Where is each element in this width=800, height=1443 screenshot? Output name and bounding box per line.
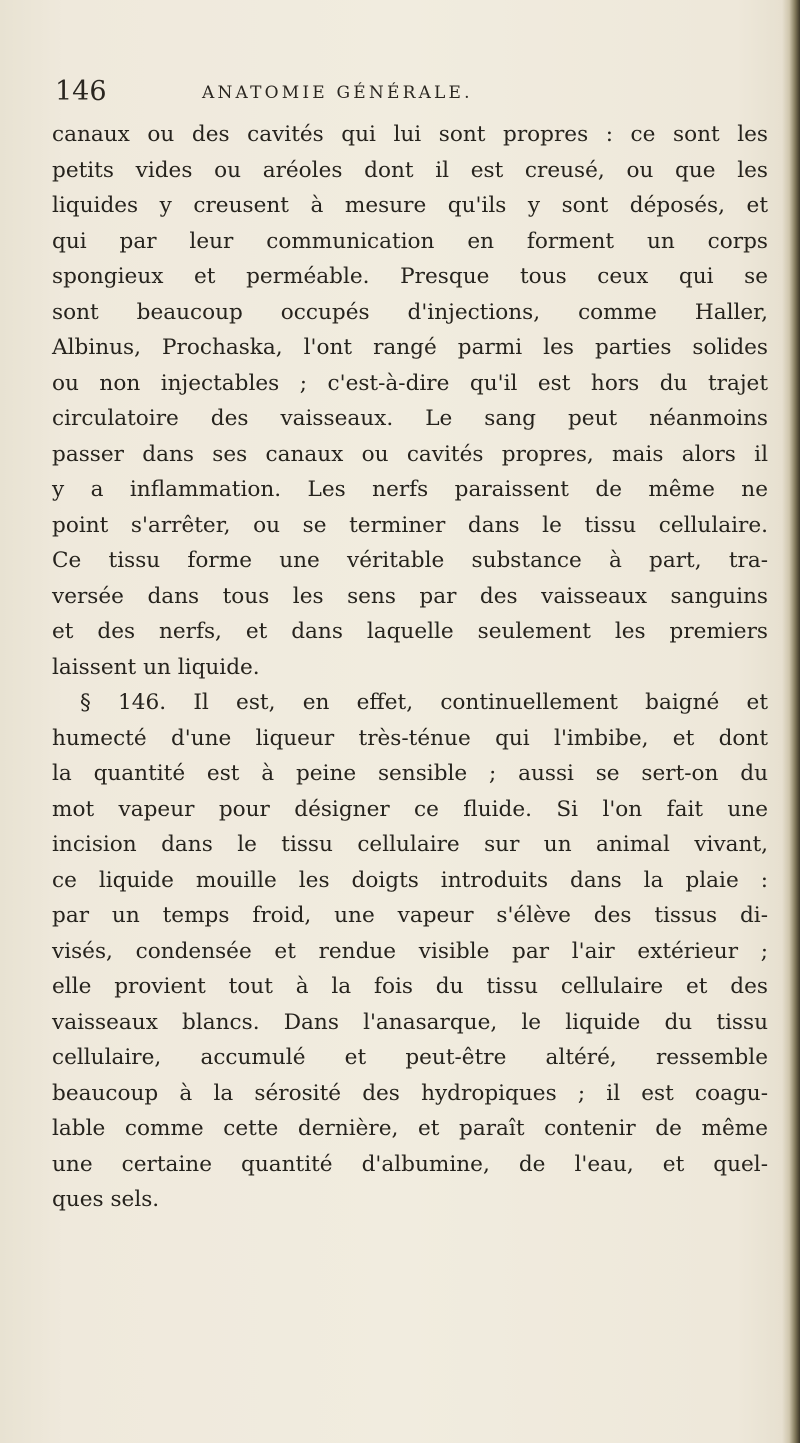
text-line: point s'arrêter, ou se terminer dans le tissu cellulaire.: [52, 512, 768, 538]
text-line: versée dans tous les sens par des vaisseaux sanguins: [52, 583, 768, 609]
text-line: et des nerfs, et dans laquelle seulement les premiers: [52, 619, 768, 644]
body-text: [52, 117, 768, 1218]
text-line: circulatoire des vaisseaux. Le sang peut néanmoins: [52, 406, 768, 431]
text-line: canaux ou des cavités qui lui sont propres : ce sont les: [52, 122, 768, 147]
text-line: par un temps froid, une vapeur s'élève des tissus di-: [52, 903, 768, 928]
text-line: cellulaire, accumulé et peut-être altéré, ressemble: [52, 1045, 768, 1070]
text-line: ce liquide mouille les doigts introduits dans la plaie :: [52, 867, 768, 893]
page-edge-shadow: [782, 0, 800, 1443]
text-line: Albinus, Prochaska, l'ont rangé parmi les parties solides: [52, 335, 768, 360]
text-line: visés, condensée et rendue visible par l'air extérieur ;: [52, 938, 768, 964]
text-line: vaisseaux blancs. Dans l'anasarque, le liquide du tissu: [52, 1009, 768, 1035]
text-line: ou non injectables ; c'est-à-dire qu'il est hors du trajet: [52, 370, 768, 396]
page-header: [52, 70, 752, 110]
running-head: ANATOMIE GÉNÉRALE.: [202, 83, 473, 103]
text-line: mot vapeur pour désigner ce fluide. Si l'on fait une: [52, 796, 768, 822]
text-line: sont beaucoup occupés d'injections, comme Haller,: [52, 299, 768, 325]
text-line: elle provient tout à la fois du tissu cellulaire et des: [52, 974, 768, 999]
text-line: petits vides ou aréoles dont il est creusé, ou que les: [52, 157, 768, 183]
page-number: 146: [55, 76, 107, 107]
text-line: incision dans le tissu cellulaire sur un animal vivant,: [52, 832, 768, 857]
text-line: spongieux et perméable. Presque tous ceux qui se: [52, 264, 768, 289]
text-line: liquides y creusent à mesure qu'ils y sont déposés, et: [52, 193, 768, 218]
text-line: beaucoup à la sérosité des hydropiques ; il est coagu-: [52, 1080, 768, 1106]
text-line: passer dans ses canaux ou cavités propres, mais alors il: [52, 441, 768, 467]
text-line: ques sels.: [52, 1187, 160, 1212]
text-line: humecté d'une liqueur très-ténue qui l'imbibe, et dont: [52, 725, 768, 751]
paragraph-start-line: § 146. Il est, en effet, continuellement baigné et: [80, 690, 768, 715]
text-line: une certaine quantité d'albumine, de l'eau, et quel-: [52, 1151, 768, 1177]
text-line: laissent un liquide.: [52, 654, 260, 680]
text-line: qui par leur communication en forment un corps: [52, 228, 768, 254]
text-line: Ce tissu forme une véritable substance à part, tra-: [52, 548, 768, 573]
text-line: y a inflammation. Les nerfs paraissent de même ne: [52, 477, 768, 502]
text-line: la quantité est à peine sensible ; aussi se sert-on du: [52, 761, 768, 786]
text-line: lable comme cette dernière, et paraît contenir de même: [52, 1116, 768, 1141]
